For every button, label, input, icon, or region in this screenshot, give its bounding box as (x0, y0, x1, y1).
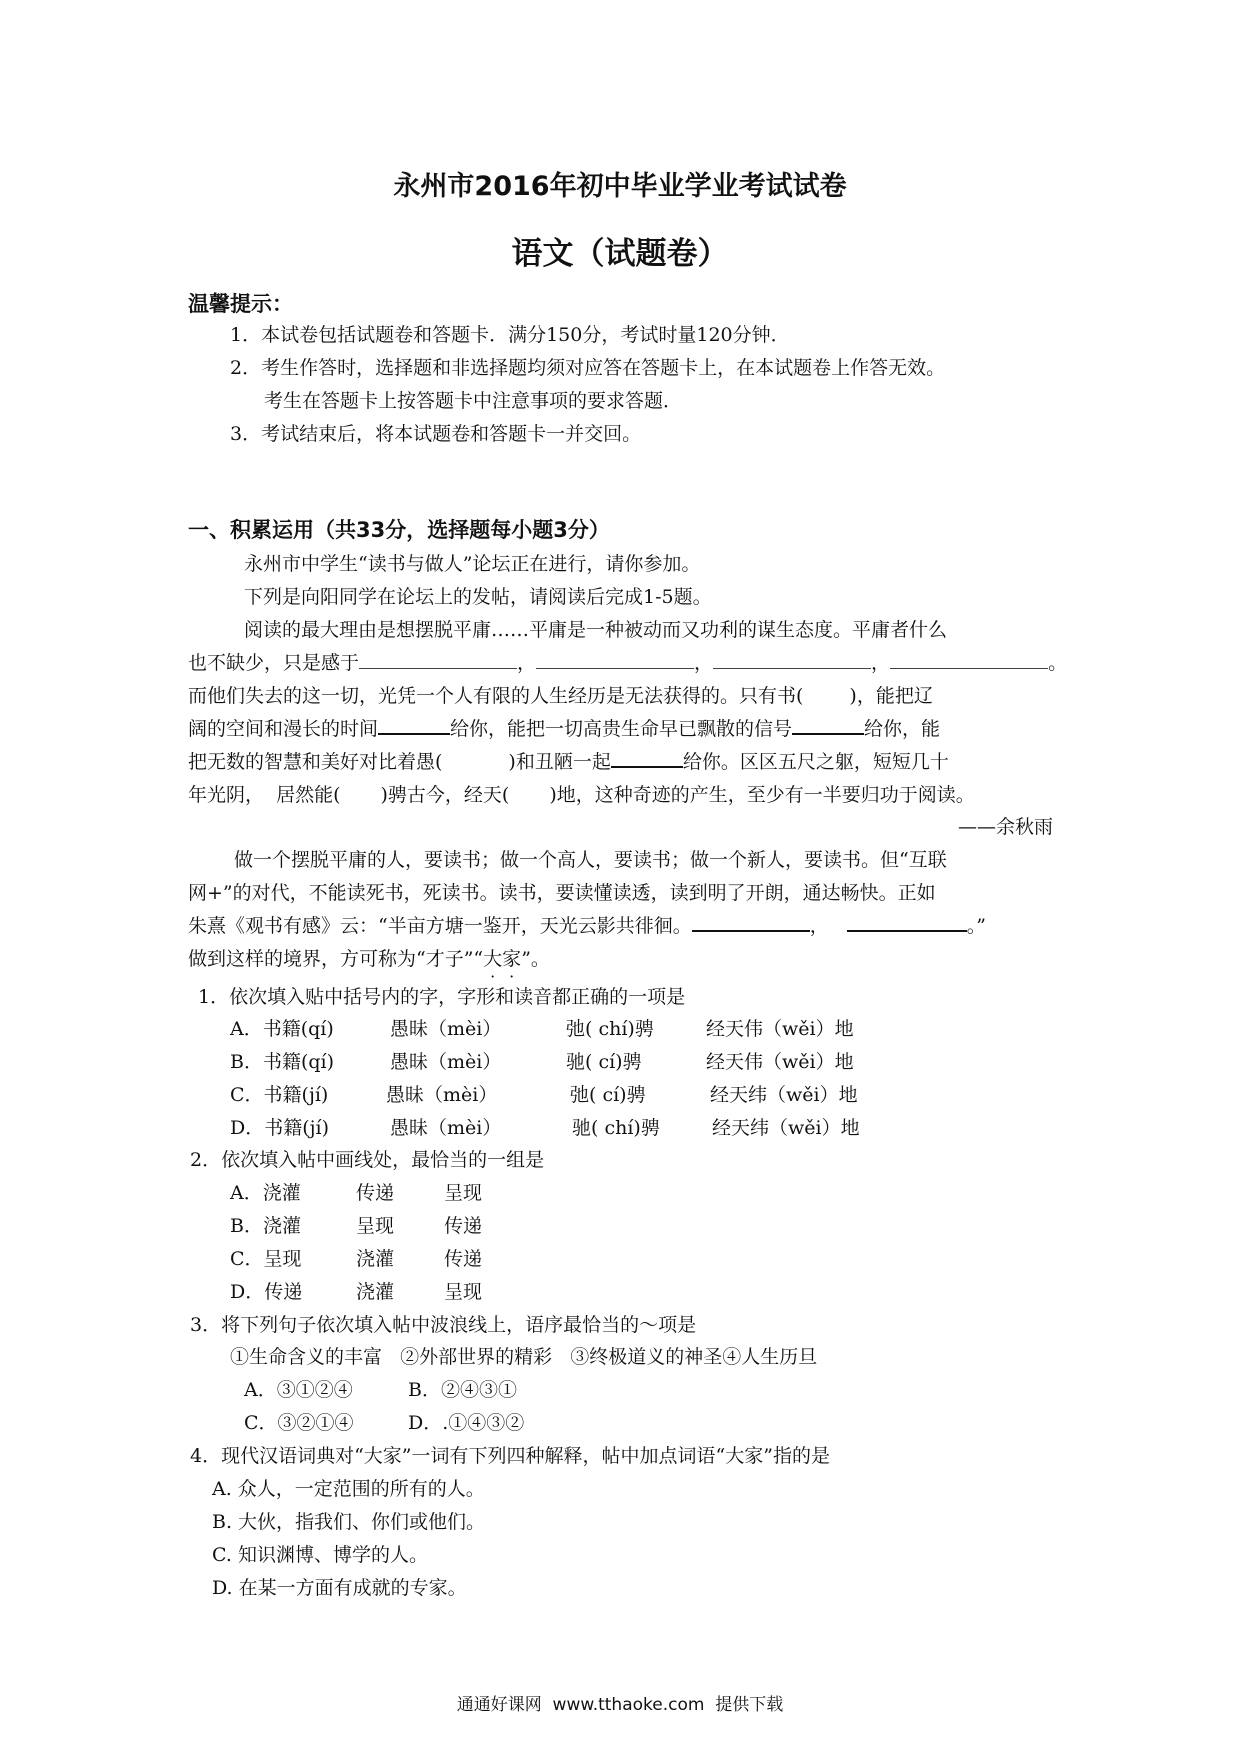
passage-text: ”。 (521, 948, 550, 970)
option-cell: C．③②①④ (244, 1412, 354, 1434)
question-4-stem: 4．现代汉语词典对“大家”一词有下列四种解释，帖中加点词语“大家”指的是 (190, 1445, 830, 1467)
option-cell: 驰( cí)骋 (566, 1051, 642, 1073)
passage-text: 做到这样的境界，方可称为“才子”“ (188, 948, 484, 970)
option-cell: C．呈现 (230, 1248, 302, 1270)
comma: ， (871, 652, 891, 674)
option-cell: 经天纬（wěi）地 (710, 1084, 858, 1106)
tip-item-2: 2．考生作答时，选择题和非选择题均须对应答在答题卡上，在本试题卷上作答无效。 (230, 357, 946, 379)
tip-item-3: 3．考试结束后，将本试题卷和答题卡一并交回。 (230, 423, 642, 445)
option-cell: A．书籍(qí) (230, 1018, 334, 1040)
question-2-option-b (230, 1211, 482, 1238)
option-cell: 传递 (356, 1182, 395, 1204)
option-cell: C．书籍(jí) (230, 1084, 329, 1106)
question-4-option-b: B. 大伙，指我们、你们或他们。 (212, 1511, 486, 1533)
exam-title: 永州市2016年初中毕业学业考试试卷 (393, 171, 847, 202)
question-1-option-d (230, 1113, 860, 1140)
passage-text: )骋古今，经天( (380, 784, 510, 806)
page-footer: 通通好课网 www.tthaoke.com 提供下载 (456, 1695, 784, 1715)
question-1-option-c (230, 1080, 858, 1107)
option-cell: B．②④③① (408, 1379, 517, 1401)
wavy-blank-2 (536, 650, 694, 669)
comma: ， (694, 652, 714, 674)
passage-text: 年光阴， 居然能( (188, 784, 341, 806)
question-2-option-c (230, 1244, 482, 1271)
dotted-char: 家 (502, 948, 522, 970)
dotted-char: 大 (483, 948, 503, 970)
passage-line: 网+”的对代，不能读死书，死读书。读书，要读懂读透，读到明了开朗，通达畅快。正如 (188, 882, 936, 904)
option-cell: D．.①④③② (408, 1412, 525, 1434)
option-cell: 经天纬（wěi）地 (712, 1117, 860, 1139)
passage-text: 给你。区区五尺之躯，短短几十 (682, 751, 949, 773)
passage-line (188, 944, 550, 971)
question-1-stem: 1．依次填入贴中括号内的字，字形和读音都正确的一项是 (198, 986, 686, 1008)
option-cell: 愚昧（mèi） (386, 1084, 498, 1106)
option-cell: B．浇灌 (230, 1215, 301, 1237)
comma: ， (809, 915, 829, 937)
passage-line: 阅读的最大理由是想摆脱平庸……平庸是一种被动而又功利的谋生态度。平庸者什么 (244, 619, 948, 641)
line-blank-3 (611, 748, 683, 768)
tips-heading: 温馨提示： (188, 292, 293, 316)
passage-text: )，能把辽 (849, 685, 933, 707)
wavy-blank-1 (359, 650, 517, 669)
line-blank-1 (378, 715, 450, 735)
section-intro-1: 永州市中学生“读书与做人”论坛正在进行，请你参加。 (244, 553, 701, 575)
section-intro-2: 下列是向阳同学在论坛上的发帖，请阅读后完成1-5题。 (244, 586, 712, 608)
passage-text: )地，这种奇迹的产生，至少有一半要归功于阅读。 (549, 784, 975, 806)
option-cell: A．③①②④ (244, 1379, 353, 1401)
question-3-items: ①生命含义的丰富 ②外部世界的精彩 ③终极道义的神圣④人生历旦 (230, 1346, 818, 1368)
tip-item-1: 1．本试卷包括试题卷和答题卡．满分150分，考试时量120分钟． (230, 324, 790, 346)
comma: ， (517, 652, 537, 674)
passage-author: ——余秋雨 (958, 816, 1054, 838)
question-1-option-b (230, 1047, 854, 1074)
passage-text: )和丑陋一起 (508, 751, 611, 773)
passage-text: 把无数的智慧和美好对比着愚( (188, 751, 443, 773)
tip-item-2-cont: 考生在答题卡上按答题卡中注意事项的要求答题． (264, 390, 683, 412)
option-cell: A．浇灌 (230, 1182, 301, 1204)
passage-text: 给你，能把一切高贵生命早已飘散的信号 (450, 718, 793, 740)
passage-line (188, 780, 975, 807)
passage-line (188, 714, 940, 741)
question-2-option-d (230, 1277, 482, 1304)
option-cell: 浇灌 (356, 1248, 395, 1270)
option-cell: 呈现 (356, 1215, 395, 1237)
option-cell: D．书籍(jí) (230, 1117, 330, 1139)
question-2-option-a (230, 1178, 482, 1205)
option-cell: 愚昧（mèi） (390, 1018, 502, 1040)
question-4-option-c: C. 知识渊博、博学的人。 (212, 1544, 428, 1566)
passage-text: 给你，能 (864, 718, 941, 740)
wavy-blank-3 (713, 650, 871, 669)
option-cell: 愚昧（mèi） (390, 1051, 502, 1073)
passage-text: 。” (966, 915, 986, 937)
question-1-option-a (230, 1014, 854, 1041)
passage-text: 也不缺少，只是感于 (188, 652, 360, 674)
line-blank-2 (792, 715, 864, 735)
option-cell: 经天伟（wěi）地 (706, 1018, 854, 1040)
question-4-option-d: D. 在某一方面有成就的专家。 (212, 1577, 467, 1599)
question-3-options-row-1 (244, 1375, 517, 1402)
section-heading: 一、积累运用（共33分，选择题每小题3分） (188, 518, 610, 542)
question-2-stem: 2．依次填入帖中画线处，最恰当的一组是 (190, 1149, 545, 1171)
period: 。 (1048, 652, 1068, 674)
passage-line: 做一个摆脱平庸的人，要读书；做一个高人，要读书；做一个新人，要读书。但“互联 (234, 849, 947, 871)
passage-line (188, 681, 933, 708)
option-cell: B．书籍(qí) (230, 1051, 335, 1073)
passage-line (188, 911, 986, 938)
option-cell: 浇灌 (356, 1281, 395, 1303)
exam-subtitle: 语文（试题卷） (511, 236, 729, 272)
option-cell: 弛( cí)骋 (570, 1084, 646, 1106)
option-cell: D．传递 (230, 1281, 303, 1303)
option-cell: 弛( chí)骋 (566, 1018, 654, 1040)
option-cell: 呈现 (444, 1182, 483, 1204)
option-cell: 驰( chí)骋 (572, 1117, 660, 1139)
option-cell: 传递 (444, 1248, 483, 1270)
passage-text: 阔的空间和漫长的时间 (188, 718, 379, 740)
option-cell: 传递 (444, 1215, 483, 1237)
question-3-stem: 3．将下列句子依次填入帖中波浪线上，语序最恰当的～项是 (190, 1314, 697, 1336)
passage-line (188, 747, 949, 774)
passage-text: 而他们失去的这一切，光凭一个人有限的人生经历是无法获得的。只有书( (188, 685, 804, 707)
poem-blank-1 (692, 912, 810, 932)
poem-blank-2 (847, 912, 967, 932)
option-cell: 经天伟（wěi）地 (706, 1051, 854, 1073)
passage-text: 朱熹《观书有感》云：“半亩方塘一鉴开，天光云影共徘徊。 (188, 915, 692, 937)
wavy-blank-4 (890, 650, 1048, 669)
passage-line (188, 648, 1067, 675)
option-cell: 呈现 (444, 1281, 483, 1303)
option-cell: 愚昧（mèi） (390, 1117, 502, 1139)
question-4-option-a: A. 众人，一定范围的所有的人。 (212, 1478, 485, 1500)
question-3-options-row-2 (244, 1408, 524, 1435)
